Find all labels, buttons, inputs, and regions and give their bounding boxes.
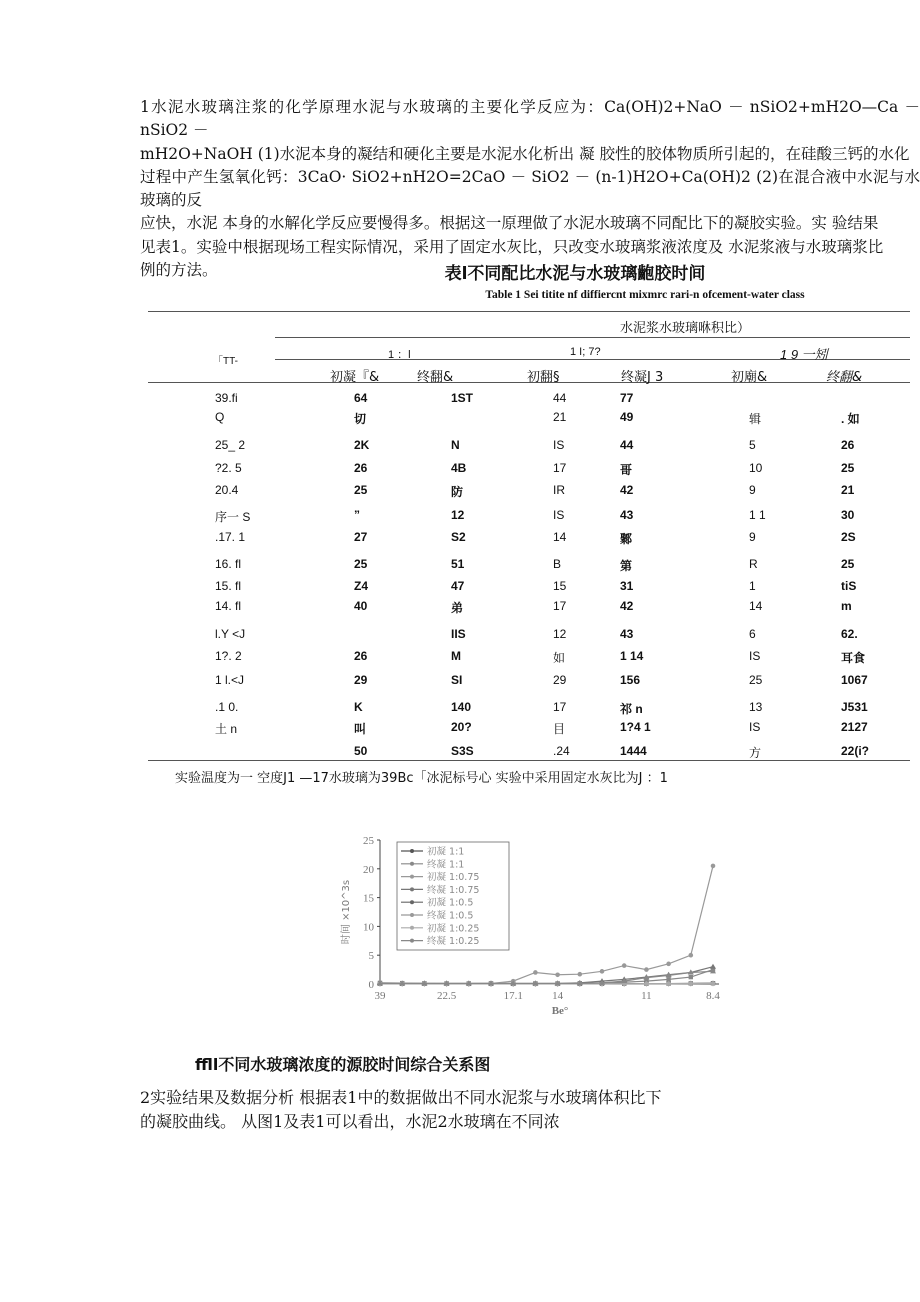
data-point bbox=[644, 967, 649, 972]
table-cell: 21 bbox=[553, 410, 567, 424]
legend-label: 初凝 1:0.5 bbox=[427, 897, 474, 909]
table-cell: 26 bbox=[354, 461, 368, 475]
table-cell: .24 bbox=[553, 744, 570, 758]
table-cell: 1?. 2 bbox=[215, 649, 242, 663]
section2-line: 的凝胶曲线。 从图1及表1可以看出，水泥2水玻璃在不同浓 bbox=[140, 1112, 560, 1131]
table-cell: ” bbox=[354, 508, 360, 522]
table-cell: 27 bbox=[354, 530, 368, 544]
data-point bbox=[711, 981, 716, 986]
table-cell: 140 bbox=[451, 700, 472, 714]
table-top-rule bbox=[148, 311, 910, 312]
legend-marker bbox=[410, 887, 414, 891]
table-cell: 51 bbox=[451, 557, 465, 571]
table-cell: 6 bbox=[749, 627, 756, 641]
legend-label: 终凝 1:1 bbox=[427, 859, 465, 871]
table-cell: 20? bbox=[451, 720, 472, 734]
ratio-header-3: 1 9 一矧 bbox=[780, 347, 828, 362]
chart-svg bbox=[335, 822, 730, 1022]
table-cell: 耳食 bbox=[841, 651, 866, 665]
table-cell: IIS bbox=[451, 627, 466, 641]
y-tick-label: 0 bbox=[368, 979, 374, 991]
sub-header-6: 终翻& bbox=[826, 370, 863, 385]
table-cell: 43 bbox=[620, 508, 634, 522]
legend-label: 终凝 1:0.25 bbox=[427, 936, 480, 948]
table-cell: 9 bbox=[749, 530, 756, 544]
table-cell: K bbox=[354, 700, 363, 714]
data-point bbox=[555, 972, 560, 977]
sub-header-3: 初翻§ bbox=[527, 370, 560, 385]
table-cell: 14 bbox=[553, 530, 567, 544]
table-cell: 50 bbox=[354, 744, 368, 758]
table-cell: 25 bbox=[841, 461, 855, 475]
data-point bbox=[666, 981, 671, 986]
table-cell: 1444 bbox=[620, 744, 647, 758]
legend-label: 初凝 1:0.75 bbox=[427, 872, 480, 884]
table-cell: 土 n bbox=[215, 722, 238, 736]
table-cell: 26 bbox=[841, 438, 855, 452]
legend-marker bbox=[410, 926, 414, 930]
table-cell: 17 bbox=[553, 700, 567, 714]
y-axis-label: 时间 ×10^3s bbox=[341, 879, 352, 945]
legend-marker bbox=[410, 913, 414, 917]
table-cell: 64 bbox=[354, 391, 368, 405]
table-cell: 14 bbox=[749, 599, 763, 613]
table-caption-zh: 表l不同配比水泥与水玻璃齙胶时间 bbox=[444, 264, 706, 284]
ratio-header-2: 1 I; 7? bbox=[570, 346, 601, 358]
table-cell: IR bbox=[553, 483, 565, 497]
table-cell: 49 bbox=[620, 410, 634, 424]
table-cell: 叫 bbox=[354, 722, 367, 736]
table-cell: 弟 bbox=[451, 601, 464, 615]
y-tick-label: 10 bbox=[363, 921, 374, 934]
legend-label: 终凝 1:0.5 bbox=[427, 910, 474, 922]
legend-marker bbox=[410, 900, 414, 904]
section2-paragraph bbox=[140, 1086, 760, 1134]
figure-caption: ffll不同水玻璃浓度的源胶时间综合关系图 bbox=[195, 1055, 491, 1074]
x-tick-label: 8.4 bbox=[706, 990, 720, 1002]
table-cell: 25 bbox=[749, 673, 763, 687]
table-cell: IS bbox=[749, 649, 761, 663]
x-axis-label: Be° bbox=[551, 1005, 569, 1017]
intro-line: 应快，水泥 本身的水解化学反应要慢得多。根据这一原理做了水泥水玻璃不同配比下的凝胶实验。实 验结果 bbox=[140, 214, 879, 233]
table-cell: . 如 bbox=[841, 412, 860, 426]
table-cell: 12 bbox=[553, 627, 567, 641]
figure-chart bbox=[335, 822, 730, 1022]
table-cell: 44 bbox=[553, 391, 567, 405]
intro-line: 过程中产生氢氧化钙：3CaO· SiO2+nH2O=2CaO － SiO2 － (n-1)H2O+Ca(OH)2 (2)在混合液中水泥与水玻璃的反 bbox=[140, 167, 920, 210]
table-cell: 目 bbox=[553, 722, 566, 736]
intro-line: 见表1。实验中根据现场工程实际情况，采用了固定水灰比，只改变水玻璃浆液浓度及 水泥浆液与水玻璃浆比 bbox=[140, 237, 884, 256]
table-group-rule bbox=[275, 337, 910, 338]
table-cell: 5 bbox=[749, 438, 756, 452]
y-tick-label: 20 bbox=[363, 863, 374, 876]
table-cell: Z4 bbox=[354, 579, 369, 593]
sub-header-4: 终凝J 3 bbox=[621, 370, 664, 385]
table-cell: 第 bbox=[620, 559, 633, 573]
x-tick-label: 11 bbox=[641, 990, 652, 1002]
x-tick-label: 14 bbox=[552, 990, 564, 1002]
table-cell: 17 bbox=[553, 599, 567, 613]
table-caption-en: Table 1 Sei titite nf diffiercnt mixmrc rari-n ofcement-water class bbox=[485, 289, 805, 301]
table-cell: 1 bbox=[749, 579, 756, 593]
x-tick-label: 17.1 bbox=[503, 990, 523, 1002]
table-cell: 15 bbox=[553, 579, 567, 593]
table-bottom-rule bbox=[148, 760, 910, 761]
table-cell: 25_ 2 bbox=[215, 438, 246, 452]
data-point bbox=[689, 981, 694, 986]
data-point bbox=[644, 981, 649, 986]
table-cell: 12 bbox=[451, 508, 465, 522]
table-cell: tiS bbox=[841, 579, 857, 593]
data-point bbox=[578, 972, 583, 977]
table-cell: 1 l.<J bbox=[215, 673, 245, 687]
legend-label: 初凝 1:0.25 bbox=[427, 923, 480, 935]
table-cell: 序一 S bbox=[215, 510, 251, 524]
table-cell: 如 bbox=[553, 651, 566, 665]
table-cell: 25 bbox=[354, 483, 368, 497]
data-point bbox=[600, 969, 605, 974]
table-cell: .1 0. bbox=[215, 700, 239, 714]
table-cell: 42 bbox=[620, 599, 634, 613]
table-cell: m bbox=[841, 599, 852, 613]
table-cell: 1?4 1 bbox=[620, 720, 651, 734]
x-tick-label: 22.5 bbox=[436, 990, 457, 1002]
table-cell: ?2. 5 bbox=[215, 461, 242, 475]
table-cell: 13 bbox=[749, 700, 763, 714]
table-cell: 77 bbox=[620, 391, 634, 405]
data-point bbox=[711, 864, 716, 869]
table-cell: B bbox=[553, 557, 562, 571]
table-cell: 1 14 bbox=[620, 649, 644, 663]
table-cell: 47 bbox=[451, 579, 465, 593]
table-cell: 20.4 bbox=[215, 483, 239, 497]
legend-marker bbox=[410, 862, 414, 866]
sub-header-2: 终翻& bbox=[417, 370, 454, 385]
table-cell: 15. fl bbox=[215, 579, 242, 593]
x-tick-label: 39 bbox=[374, 990, 386, 1002]
table-cell: 14. fl bbox=[215, 599, 242, 613]
table-cell: S3S bbox=[451, 744, 474, 758]
legend-marker bbox=[410, 939, 414, 943]
table-cell: 30 bbox=[841, 508, 855, 522]
intro-line: 例的方法。 bbox=[140, 261, 218, 280]
table-cell: 9 bbox=[749, 483, 756, 497]
table-cell: 29 bbox=[553, 673, 567, 687]
data-point bbox=[689, 975, 693, 979]
y-tick-label: 25 bbox=[363, 835, 374, 847]
legend-label: 初凝 1:1 bbox=[427, 846, 465, 858]
chart-background bbox=[335, 822, 730, 1022]
table-cell: 16. fl bbox=[215, 557, 242, 571]
table-cell: R bbox=[749, 557, 758, 571]
table-cell: 40 bbox=[354, 599, 368, 613]
table-cell: 156 bbox=[620, 673, 641, 687]
table-cell: 21 bbox=[841, 483, 855, 497]
table-cell: 17 bbox=[553, 461, 567, 475]
table-cell: 1067 bbox=[841, 673, 868, 687]
sub-header-1: 初凝『& bbox=[330, 370, 380, 385]
table-cell: 26 bbox=[354, 649, 368, 663]
table-cell: 1 1 bbox=[749, 508, 766, 522]
ratio-header-1: 1 ：l bbox=[388, 349, 411, 361]
table-cell: .17. 1 bbox=[215, 530, 246, 544]
table-cell: M bbox=[451, 649, 461, 663]
sub-header-5: 初廟& bbox=[731, 370, 768, 385]
intro-line: 1水泥水玻璃注浆的化学原理水泥与水玻璃的主要化学反应为：Ca(OH)2+NaO － nSiO2+mH2O—Ca － nSiO2 － bbox=[140, 98, 920, 140]
table-cell: 4B bbox=[451, 461, 467, 475]
table-cell: 25 bbox=[354, 557, 368, 571]
table-row-header: 「TT- bbox=[213, 356, 238, 367]
table-cell: 25 bbox=[841, 557, 855, 571]
table-cell: l.Y <J bbox=[215, 627, 246, 641]
table-cell: IS bbox=[553, 508, 565, 522]
table-cell: 44 bbox=[620, 438, 634, 452]
table-cell: SI bbox=[451, 673, 463, 687]
data-point bbox=[689, 953, 694, 958]
table-cell: 防 bbox=[451, 485, 464, 499]
data-point bbox=[666, 962, 671, 967]
table-cell: 2S bbox=[841, 530, 856, 544]
data-point bbox=[622, 963, 627, 968]
table-cell: 31 bbox=[620, 579, 634, 593]
table-cell: 62. bbox=[841, 627, 858, 641]
data-point bbox=[533, 970, 538, 975]
table-cell: 43 bbox=[620, 627, 634, 641]
table-cell: 10 bbox=[749, 461, 763, 475]
table-cell: 辑 bbox=[749, 412, 762, 426]
y-tick-label: 15 bbox=[363, 892, 374, 905]
table-cell: 2K bbox=[354, 438, 370, 452]
section2-line: 2实验结果及数据分析 根据表1中的数据做出不同水泥浆与水玻璃体积比下 bbox=[140, 1088, 662, 1107]
intro-line: mH2O+NaOH (1)水泥本身的凝结和硬化主要是水泥水化析出 凝 胶性的胶体物质所引起的，在硅酸三钙的水化 bbox=[140, 144, 910, 163]
legend-label: 终凝 1:0.75 bbox=[427, 884, 480, 896]
table-cell: 2127 bbox=[841, 720, 868, 734]
table-cell: Q bbox=[215, 410, 225, 424]
table-cell: 42 bbox=[620, 483, 634, 497]
intro-paragraph bbox=[140, 96, 920, 282]
table-cell: J531 bbox=[841, 700, 868, 714]
table-group-header: 水泥浆水玻璃咻积比） bbox=[620, 321, 751, 336]
table-note: 实验温度为一 空度J1 —17水玻璃为39Bc「冰泥标号心 实验中采用固定水灰比为J ：1 bbox=[175, 771, 668, 786]
table-cell: 39.fi bbox=[215, 391, 238, 405]
table-cell: 方 bbox=[749, 746, 762, 760]
y-tick-label: 5 bbox=[368, 950, 374, 963]
table-cell: 哥 bbox=[620, 463, 633, 477]
table-cell: IS bbox=[749, 720, 761, 734]
legend-marker bbox=[410, 849, 414, 853]
table-cell: 1ST bbox=[451, 391, 474, 405]
table-cell: 鄹 bbox=[620, 532, 633, 546]
table-cell: IS bbox=[553, 438, 565, 452]
legend-marker bbox=[410, 875, 414, 879]
table-cell: 切 bbox=[354, 412, 367, 426]
table-cell: N bbox=[451, 438, 460, 452]
table-cell: 祁 n bbox=[620, 702, 643, 716]
table-cell: 29 bbox=[354, 673, 368, 687]
table-cell: 22(i? bbox=[841, 744, 870, 758]
table-cell: S2 bbox=[451, 530, 466, 544]
